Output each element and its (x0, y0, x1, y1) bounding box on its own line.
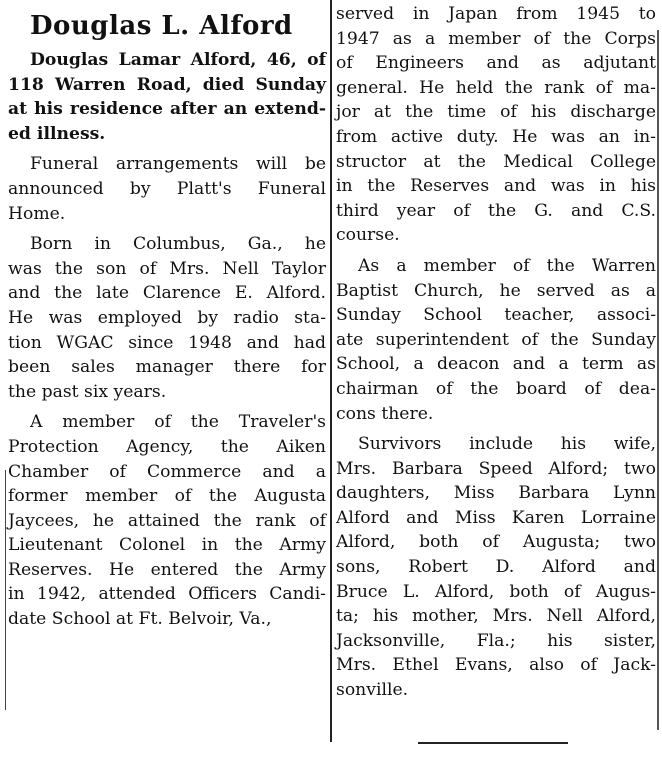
text-line: Alford and Miss Karen Lorraine (336, 507, 656, 528)
text-line: Sunday School teacher, associ- (336, 305, 656, 326)
text-line: of Engineers and as adjutant (336, 53, 656, 74)
text-line: Baptist Church, he served as a (336, 280, 656, 301)
text-line: A member of the Traveler's (30, 412, 326, 433)
text-line: tion WGAC since 1948 and had (8, 332, 326, 353)
text-line: Bruce L. Alford, both of Augus- (336, 581, 656, 602)
text-line: sonville. (336, 680, 409, 701)
text-line: the past six years. (8, 381, 167, 402)
text-line: been sales manager there for (8, 357, 326, 378)
text-line: chairman of the board of dea- (336, 378, 656, 399)
left-column (8, 0, 326, 638)
headline: Douglas L. Alford (30, 11, 293, 41)
text-line: Alford, both of Augusta; two (336, 532, 656, 553)
text-line: School, a deacon and a term as (336, 354, 656, 375)
text-line: daughters, Miss Barbara Lynn (336, 483, 656, 504)
left-paragraphs (8, 48, 326, 632)
left-edge-rule (5, 470, 6, 710)
text-line: cons there. (336, 403, 434, 424)
text-line: structor at the Medical College (336, 151, 656, 172)
text-line: Chamber of Commerce and a (8, 461, 326, 482)
text-line: served in Japan from 1945 to (336, 4, 656, 24)
text-line: Home. (8, 203, 66, 224)
text-line: ate superintendent of the Sunday (336, 329, 656, 350)
text-line: 118 Warren Road, died Sunday (8, 74, 326, 95)
text-line: As a member of the Warren (358, 255, 656, 276)
text-line: Jaycees, he attained the rank of (8, 510, 326, 531)
text-line: jor at the time of his discharge (336, 102, 656, 123)
text-line: date School at Ft. Belvoir, Va., (8, 609, 272, 630)
text-line: Jacksonville, Fla.; his sister, (336, 630, 656, 651)
text-line: Born in Columbus, Ga., he (30, 234, 326, 255)
text-line: 1947 as a member of the Corps (336, 28, 656, 49)
end-rule (418, 742, 568, 744)
text-line: Lieutenant Colonel in the Army (8, 535, 326, 556)
text-line: announced by Platt's Funeral (8, 178, 326, 199)
text-line: sons, Robert D. Alford and (336, 557, 656, 578)
column-divider (330, 0, 332, 742)
right-edge-rule (657, 30, 659, 730)
text-line: former member of the Augusta (8, 486, 326, 507)
text-line: ed illness. (8, 123, 106, 144)
paragraph (8, 152, 326, 226)
text-line: Mrs. Barbara Speed Alford; two (336, 458, 656, 479)
paragraph (336, 2, 656, 248)
text-line: Protection Agency, the Aiken (8, 436, 326, 457)
text-line: Mrs. Ethel Evans, also of Jack- (336, 655, 656, 676)
text-line: Reserves. He entered the Army (8, 559, 326, 580)
text-line: at his residence after an extend- (8, 99, 326, 120)
paragraph (8, 48, 326, 146)
text-line: in the Reserves and was in his (336, 176, 656, 197)
right-column (336, 0, 656, 709)
paragraph (336, 254, 656, 426)
text-line: and the late Clarence E. Alford. (8, 283, 326, 304)
text-line: in 1942, attended Officers Candi- (8, 584, 326, 605)
text-line: general. He held the rank of ma- (336, 77, 656, 98)
right-paragraphs (336, 2, 656, 703)
paragraph (336, 432, 656, 703)
text-line: Douglas Lamar Alford, 46, of (30, 50, 326, 70)
text-line: was the son of Mrs. Nell Taylor (8, 258, 326, 279)
text-line: He was employed by radio sta- (8, 307, 326, 328)
text-line: Funeral arrangements will be (30, 154, 326, 175)
paragraph (8, 410, 326, 631)
text-line: third year of the G. and C.S. (336, 200, 656, 221)
text-line: from active duty. He was an in- (336, 126, 656, 147)
text-line: course. (336, 225, 400, 246)
paragraph (8, 232, 326, 404)
text-line: Survivors include his wife, (358, 434, 656, 455)
text-line: ta; his mother, Mrs. Nell Alford, (336, 606, 656, 627)
